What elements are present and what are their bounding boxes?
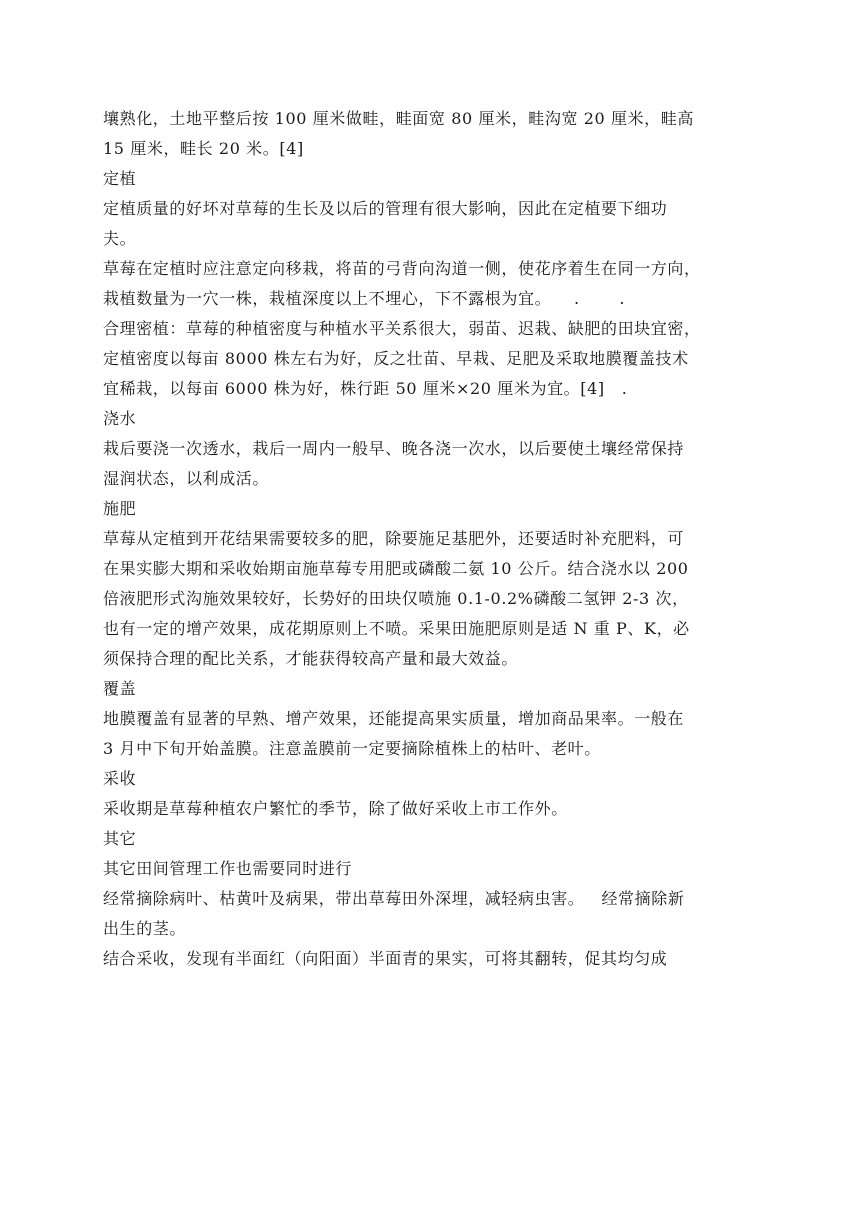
text-line: 施肥	[103, 499, 137, 518]
paragraph	[103, 794, 743, 824]
text-line: 其它田间管理工作也需要同时进行	[103, 859, 353, 878]
text-line: 15 厘米，畦长 20 米。[4]	[103, 139, 304, 158]
text-line: 定植质量的好坏对草莓的生长及以后的管理有很大影响，因此在定植要下细功	[103, 199, 668, 218]
text-line: 栽植数量为一穴一株，栽植深度以上不埋心，下不露根为宜。 . .	[103, 289, 626, 308]
text-line: 壤熟化，土地平整后按 100 厘米做畦，畦面宽 80 厘米，畦沟宽 20 厘米，畦高	[103, 109, 694, 128]
text-line: 夫。	[103, 229, 137, 248]
text-line: 其它	[103, 829, 137, 848]
text-line: 3 月中下旬开始盖膜。注意盖膜前一定要摘除植株上的枯叶、老叶。	[103, 739, 601, 758]
text-line: 湿润状态，以利成活。	[103, 469, 270, 488]
paragraph	[103, 944, 743, 974]
text-line: 出生的茎。	[103, 919, 187, 938]
paragraph	[103, 524, 743, 674]
section-heading	[103, 404, 743, 434]
text-line: 采收	[103, 769, 137, 788]
text-line: 合理密植：草莓的种植密度与种植水平关系很大，弱苗、迟栽、缺肥的田块宜密，	[103, 319, 701, 338]
paragraph	[103, 104, 743, 164]
text-line: 栽后要浇一次透水，栽后一周内一般早、晚各浇一次水，以后要使土壤经常保持	[103, 439, 685, 458]
text-line: 覆盖	[103, 679, 137, 698]
text-line: 草莓在定植时应注意定向移栽，将苗的弓背向沟道一侧，使花序着生在同一方向，	[103, 259, 701, 278]
text-line: 定植密度以每亩 8000 株左右为好，反之壮苗、早栽、足肥及采取地膜覆盖技术	[103, 349, 689, 368]
section-heading	[103, 824, 743, 854]
paragraph	[103, 884, 743, 944]
section-heading	[103, 674, 743, 704]
text-line: 草莓从定植到开花结果需要较多的肥，除要施足基肥外，还要适时补充肥料，可	[103, 529, 685, 548]
text-line: 定植	[103, 169, 137, 188]
text-line: 采收期是草莓种植农户繁忙的季节，除了做好采收上市工作外。	[103, 799, 568, 818]
text-line: 也有一定的增产效果，成花期原则上不喷。采果田施肥原则是适 N 重 P、K，必	[103, 619, 690, 638]
text-line: 经常摘除病叶、枯黄叶及病果，带出草莓田外深埋，减轻病虫害。 经常摘除新	[103, 889, 685, 908]
paragraph	[103, 704, 743, 764]
paragraph	[103, 194, 743, 254]
paragraph	[103, 434, 743, 494]
paragraph	[103, 314, 743, 404]
section-heading	[103, 164, 743, 194]
paragraph	[103, 254, 743, 314]
text-line: 宜稀栽，以每亩 6000 株为好，株行距 50 厘米×20 厘米为宜。[4] .	[103, 379, 628, 398]
text-line: 须保持合理的配比关系，才能获得较高产量和最大效益。	[103, 649, 519, 668]
text-line: 在果实膨大期和采收始期亩施草莓专用肥或磷酸二氨 10 公斤。结合浇水以 200	[103, 559, 689, 578]
paragraph	[103, 854, 743, 884]
section-heading	[103, 494, 743, 524]
text-line: 浇水	[103, 409, 137, 428]
text-line: 地膜覆盖有显著的早熟、增产效果，还能提高果实质量，增加商品果率。一般在	[103, 709, 685, 728]
text-line: 结合采收，发现有半面红（向阳面）半面青的果实，可将其翻转，促其均匀成	[103, 949, 668, 968]
section-heading	[103, 764, 743, 794]
document-body	[103, 104, 743, 974]
text-line: 倍液肥形式沟施效果较好，长势好的田块仅喷施 0.1-0.2%磷酸二氢钾 2-3 次，	[103, 589, 689, 608]
